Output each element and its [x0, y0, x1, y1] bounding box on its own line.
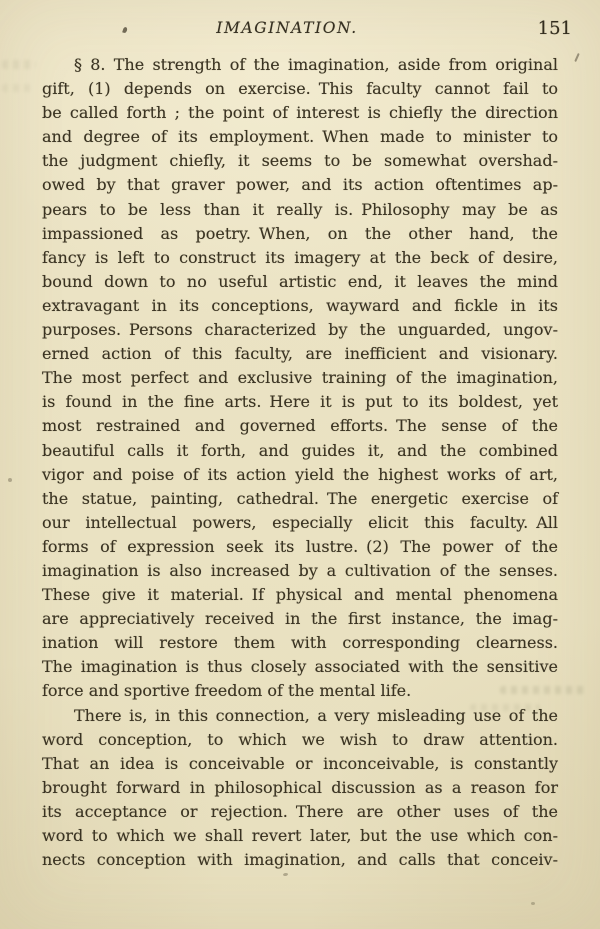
text-line: nects conception with imagination, and calls that conceiv- [42, 850, 558, 870]
text-line: owed by that graver power, and its action oftentimes ap- [42, 175, 558, 195]
text-line: purposes. Persons characterized by the unguarded, ungov- [42, 320, 558, 340]
text-line: impassioned as poetry. When, on the other hand, the [42, 223, 558, 243]
text-line: vigor and poise of its action yield the highest works of art, [42, 464, 558, 484]
page-header [42, 19, 572, 41]
text-line: forms of expression seek its lustre. (2) The power of the [42, 536, 558, 556]
text-line: and degree of its employment. When made to minister to [42, 127, 558, 147]
text-line: gift, (1) depends on exercise. This faculty cannot fail to [42, 79, 558, 99]
ink-speck [8, 478, 12, 482]
text-line: These give it material. If physical and mental phenomena [42, 585, 558, 605]
text-line: pears to be less than it really is. Philosophy may be as [42, 199, 558, 219]
text-line: word to which we shall revert later, but the use which con- [42, 826, 558, 845]
body-text [42, 53, 558, 872]
bleedthrough-mark [470, 704, 540, 711]
text-line: bound down to no useful artistic end, it leaves the mind [42, 271, 558, 291]
text-line: erned action of this faculty, are inefficient and visionary. [42, 344, 558, 364]
text-line: its acceptance or rejection. There are other uses of the [42, 801, 558, 821]
text-line: That an idea is conceivable or inconceivable, is constantly [42, 753, 558, 773]
text-line: The most perfect and exclusive training of the imagination, [42, 368, 558, 388]
text-line: most restrained and governed efforts. The sense of the [42, 416, 558, 436]
text-line: word conception, to which we wish to draw attention. [42, 729, 558, 749]
text-line: § 8. The strength of the imagination, aside from original [74, 55, 558, 74]
bleedthrough-mark [2, 84, 32, 92]
ink-speck [143, 115, 146, 118]
text-line: force and sportive freedom of the mental life. [42, 681, 412, 701]
page-number: 151 [537, 18, 572, 39]
ink-speck [283, 873, 288, 877]
text-line: There is, in this connection, a very misleading use of the [74, 705, 558, 725]
text-line: is found in the fine arts. Here it is put to its boldest, yet [42, 392, 558, 412]
text-line: imagination is also increased by a cultivation of the senses. [42, 560, 558, 580]
text-line: beautiful calls it forth, and guides it, and the combined [42, 440, 558, 460]
text-line: brought forward in philosophical discussion as a reason for [42, 777, 558, 797]
text-line: The imagination is thus closely associated with the sensitive [42, 657, 558, 677]
text-line: our intellectual powers, especially elicit this faculty. All [42, 512, 558, 532]
bleedthrough-mark [2, 60, 36, 69]
text-line: fancy is left to construct its imagery at the beck of desire, [42, 247, 558, 267]
text-line: the judgment chiefly, it seems to be somewhat overshad- [42, 151, 558, 171]
text-line: are appreciatively received in the first instance, the imag- [42, 609, 558, 629]
bleedthrough-mark [500, 686, 588, 694]
text-line: the statue, painting, cathedral. The energetic exercise of [42, 488, 558, 508]
text-line: ination will restore them with corresponding clearness. [42, 633, 558, 653]
text-line: be called forth ; the point of interest is chiefly the direction [42, 103, 558, 123]
text-line: extravagant in its conceptions, wayward and fickle in its [42, 295, 558, 315]
ink-speck [574, 53, 579, 62]
ink-speck [531, 902, 535, 905]
running-title: IMAGINATION. [216, 19, 358, 37]
